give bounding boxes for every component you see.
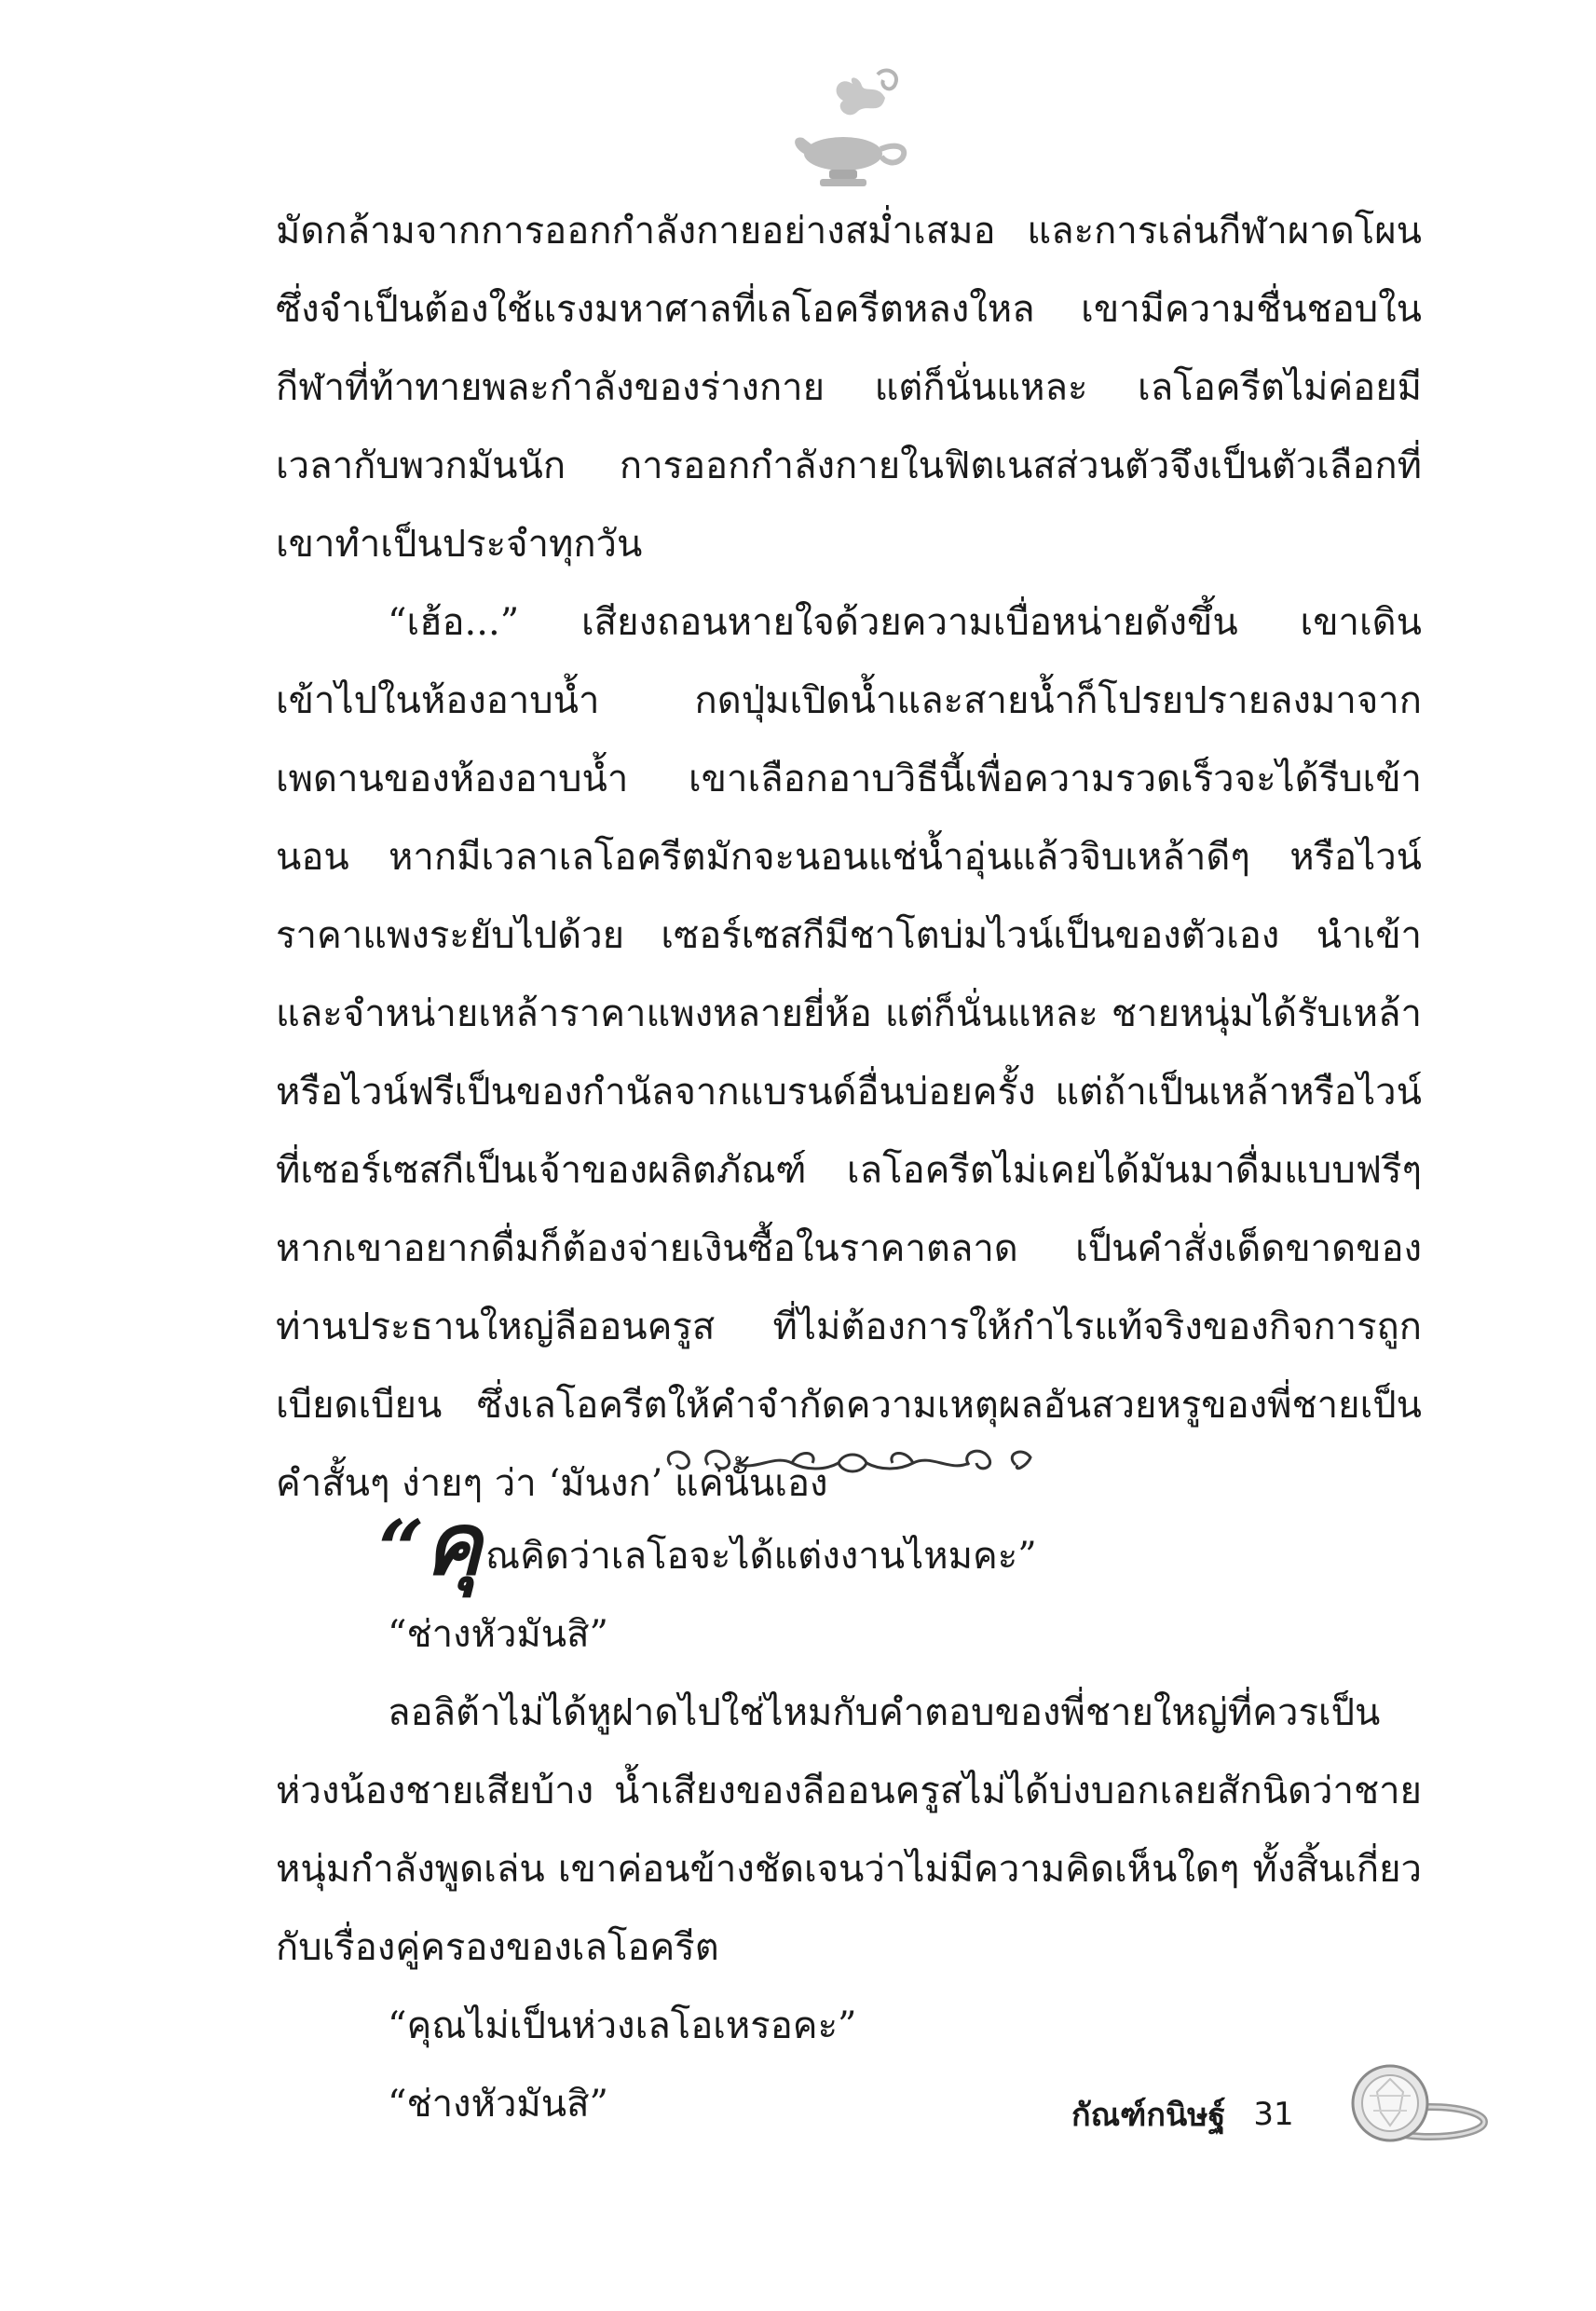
dropcap-letter: คุ — [424, 1495, 483, 1594]
paragraph: ลอลิต้าไม่ได้หูฝาดไปใช่ไหมกับคำตอบของพี่ชายใหญ่ที่ควรเป็นห่วงน้องชายเสียบ้าง น้ำเสียงของลีออนครูสไม่ได้บ่งบอกเลยสักนิดว่าชายหนุ่มกำลังพูดเล่น เขาค่อนข้างชัดเจนว่าไม่มีความคิดเห็นใดๆ ทั้งสิ้นเกี่ยวกับเรื่องคู่ครองของเลโอครีต — [276, 1691, 1422, 1969]
dropcap-quote: “ — [378, 1503, 425, 1597]
paragraph: “เฮ้อ...” เสียงถอนหายใจด้วยความเบื่อหน่ายดังขึ้น เขาเดินเข้าไปในห้องอาบน้ำ กดปุ่มเปิดน้ำและสายน้ำก็โปรยปรายลงมาจากเพดานของห้องอาบน้ำ เขาเลือกอาบวิธีนี้เพื่อความรวดเร็วจะได้รีบเข้านอน หากมีเวลาเลโอครีตมักจะนอนแช่น้ำอุ่นแล้วจิบเหล้าดีๆ หรือไวน์ราคาแพงระยับไปด้วย เซอร์เซสกีมีชาโตบ่มไวน์เป็นของตัวเอง นำเข้าและจำหน่ายเหล้าราคาแพงหลายยี่ห้อ แต่ก็นั่นแหละ ชายหนุ่มได้รับเหล้าหรือไวน์ฟรีเป็นของกำนัลจากแบรนด์อื่นบ่อยครั้ง แต่ถ้าเป็นเหล้าหรือไวน์ที่เซอร์เซสกีเป็นเจ้าของผลิตภัณฑ์ เลโอครีตไม่เคยได้มันมาดื่มแบบฟรีๆ หากเขาอยากดื่มก็ต้องจ่ายเงินซื้อในราคาตลาด เป็นคำสั่งเด็ดขาดของท่านประธานใหญ่ลีออนครูส ที่ไม่ต้องการให้กำไรแท้จริงของกิจการถูกเบียดเบียน ซึ่งเลโอครีตให้คำจำกัดความเหตุผลอันสวยหรูของพี่ชายเป็นคำสั้นๆ ง่ายๆ ว่า ‘มันงก’ แค่นั้นเอง — [276, 601, 1422, 1505]
page-number: 31 — [1253, 2096, 1294, 2133]
dialogue-line — [276, 1495, 1422, 1597]
genie-lamp-icon — [792, 65, 913, 196]
page-footer — [1071, 2089, 1294, 2140]
author-name: กัณฑ์กนิษฐ์ — [1071, 2097, 1226, 2134]
paragraph-continuation: มัดกล้ามจากการออกกำลังกายอย่างสม่ำเสมอ และการเล่นกีฬาผาดโผน ซึ่งจำเป็นต้องใช้แรงมหาศาลที่เลโอครีตหลงใหล เขามีความชื่นชอบในกีฬาที่ท้าทายพละกำลังของร่างกาย แต่ก็นั่นแหละ เลโอครีตไม่ค่อยมีเวลากับพวกมันนัก การออกกำลังกายในฟิตเนสส่วนตัวจึงเป็นตัวเลือกที่เขาทำเป็นประจำทุกวัน — [276, 210, 1422, 566]
flourish-divider — [652, 1435, 1053, 1491]
dialogue-line: “ช่างหัวมันสิ” — [388, 2083, 608, 2126]
dialogue-line: “คุณไม่เป็นห่วงเลโอเหรอคะ” — [388, 2004, 857, 2047]
text-block-2 — [276, 1495, 1422, 2143]
text-block-1 — [276, 192, 1422, 1523]
dialogue-text: ณคิดว่าเลโอจะได้แต่งงานไหมคะ” — [485, 1535, 1037, 1578]
diamond-ring-icon — [1342, 2055, 1491, 2157]
dialogue-line: “ช่างหัวมันสิ” — [388, 1613, 608, 1656]
